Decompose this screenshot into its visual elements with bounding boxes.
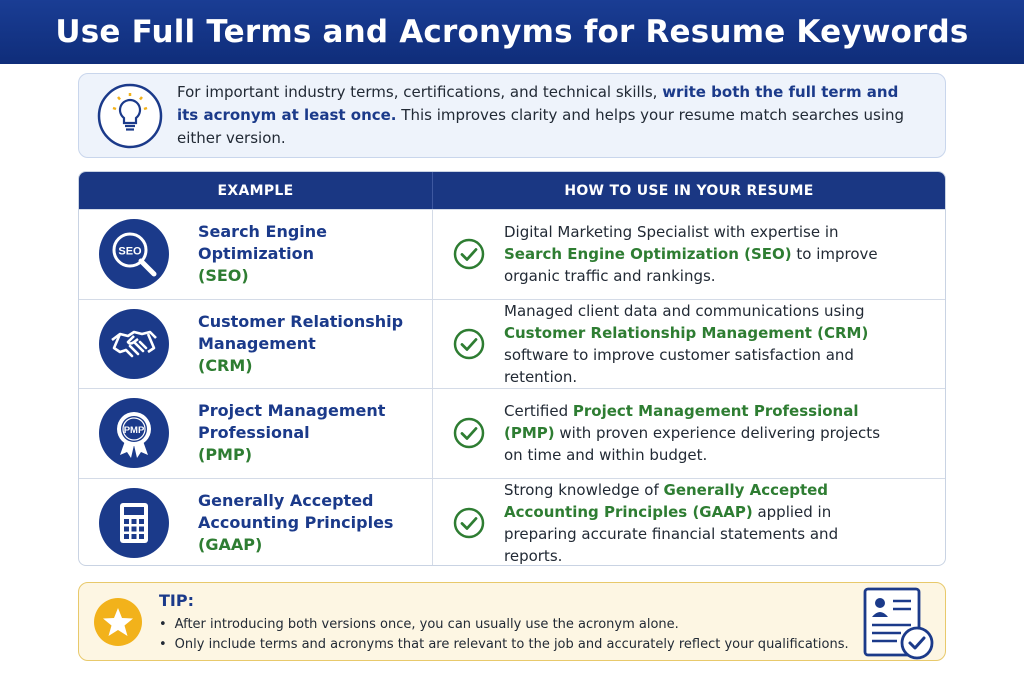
usage-cell [433, 300, 945, 389]
header-example: EXAMPLE [79, 172, 433, 209]
example-cell [79, 389, 433, 478]
usage-highlight: Generally Accepted Accounting Principles (GAAP) [504, 480, 829, 521]
term-label [198, 221, 432, 287]
term-acronym: (PMP) [198, 445, 252, 465]
usage-part: Managed client data and communications using [504, 301, 865, 320]
page-title: Use Full Terms and Acronyms for Resume Keywords [55, 14, 969, 50]
usage-part: applied in preparing accurate financial statements and reports. [504, 502, 839, 565]
term-full: Generally Accepted Accounting Principles [198, 490, 394, 532]
tip-heading: TIP: [159, 591, 194, 610]
term-full: Customer Relationship Management [198, 311, 404, 353]
usage-cell [433, 479, 945, 567]
intro-highlight: write both the full term and its acronym at least once. [177, 83, 899, 124]
title-banner [0, 0, 1024, 64]
resume-check-icon [861, 587, 937, 661]
usage-part: to improve organic traffic and rankings. [504, 245, 878, 286]
usage-cell [433, 210, 945, 299]
example-cell [79, 479, 433, 567]
check-circle-icon [453, 417, 485, 449]
header-how-to-use: HOW TO USE IN YOUR RESUME [564, 182, 814, 199]
handshake-icon [99, 309, 169, 379]
check-circle-icon [453, 238, 485, 270]
term-label [198, 400, 432, 466]
term-acronym: (SEO) [198, 266, 249, 286]
intro-text-part: For important industry terms, certifications, and technical skills, [177, 83, 663, 101]
usage-text [504, 300, 899, 388]
usage-cell [433, 389, 945, 478]
calculator-icon [99, 488, 169, 558]
usage-part: Strong knowledge of [504, 480, 664, 499]
term-label [198, 311, 432, 377]
term-full: Search Engine Optimization [198, 222, 328, 264]
term-label [198, 490, 432, 556]
example-cell [79, 300, 433, 389]
table-header [79, 172, 945, 209]
intro-text-part: This improves clarity and helps your resume match searches using either version. [177, 106, 905, 147]
example-cell [79, 210, 433, 299]
seo-magnifier-icon [99, 219, 169, 289]
usage-part: Digital Marketing Specialist with expertise in [504, 223, 839, 242]
tip-item: • Only include terms and acronyms that are relevant to the job and accurately reflect your qualifications. [159, 635, 849, 655]
tip-item: • After introducing both versions once, you can usually use the acronym alone. [159, 615, 849, 635]
usage-text [504, 221, 899, 287]
intro-text [177, 81, 917, 150]
tip-list [159, 615, 849, 655]
usage-highlight: Search Engine Optimization (SEO) [504, 245, 792, 264]
seo-icon-label: SEO [118, 245, 142, 258]
usage-part: Certified [504, 402, 573, 421]
examples-table [78, 171, 946, 566]
table-row [79, 209, 945, 299]
term-acronym: (GAAP) [198, 534, 263, 554]
table-row [79, 478, 945, 567]
check-circle-icon [453, 328, 485, 360]
pmp-badge-icon [99, 398, 169, 468]
tip-box [78, 582, 946, 661]
usage-part: with proven experience delivering projects on time and within budget. [504, 424, 881, 465]
table-row [79, 299, 945, 389]
intro-box [78, 73, 946, 158]
usage-highlight: Project Management Professional (PMP) [504, 402, 859, 443]
usage-text [504, 479, 899, 566]
lightbulb-icon [97, 83, 163, 149]
term-acronym: (CRM) [198, 355, 253, 375]
pmp-icon-label: PMP [123, 425, 145, 437]
table-row [79, 388, 945, 478]
check-circle-icon [453, 507, 485, 539]
star-icon [93, 597, 143, 647]
usage-part: software to improve customer satisfaction and retention. [504, 345, 854, 386]
term-full: Project Management Professional [198, 401, 386, 443]
usage-text [504, 400, 899, 466]
usage-highlight: Customer Relationship Management (CRM) [504, 323, 869, 342]
